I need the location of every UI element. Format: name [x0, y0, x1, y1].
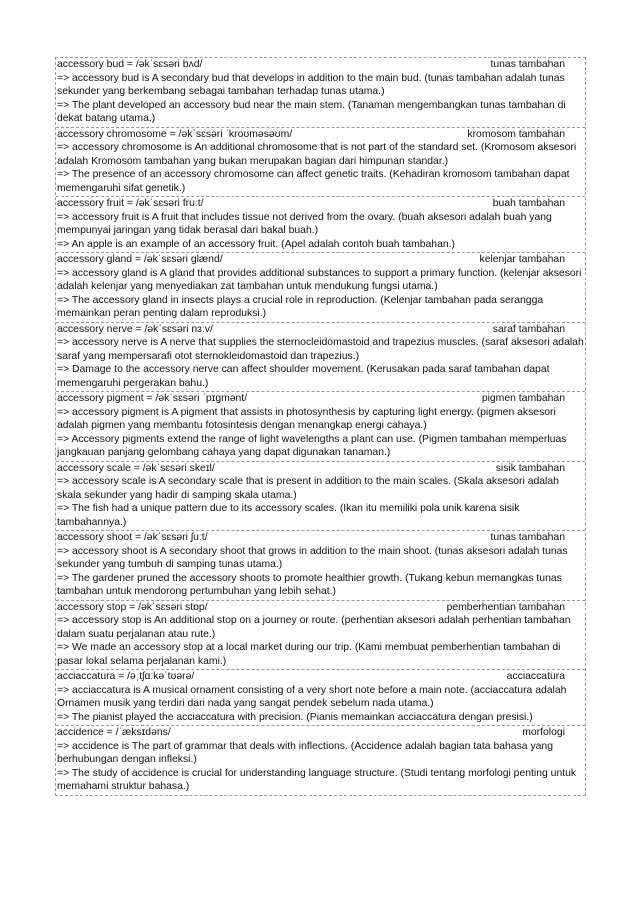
- entry-header: [57, 462, 585, 476]
- entry-definition: => accessory chromosome is An additional chromosome that is not part of the standard set. (Kromosom aksesori adalah Kromosom tambahan yang bukan merupakan bagian dari himpunan standar.): [57, 142, 577, 167]
- entry-example: => The accessory gland in insects plays a crucial role in reproduction. (Kelenjar tambahan pada serangga memainkan peran penting dalam reproduksi.): [57, 294, 544, 319]
- entry-translation: tunas tambahan: [490, 59, 565, 70]
- entry-headword: accessory scale = /əkˈsɛsəri skeɪl/: [57, 462, 215, 474]
- entry-headword: accessory pigment = /əkˈsɛsəri ˈpɪgmənt/: [57, 393, 248, 404]
- entry-example: => The fish had a unique pattern due to its accessory scales. (Ikan itu memiliki pola unik karena sisik tambahannya.): [57, 503, 520, 528]
- entry-example: => The study of accidence is crucial for understanding language structure. (Studi tentang morfologi penting untuk memahami struktur bahasa.): [57, 767, 577, 792]
- entry-translation: kromosom tambahan: [467, 128, 565, 140]
- entry-header: [57, 253, 585, 267]
- glossary-entry: [56, 323, 585, 393]
- entry-headword: accessory fruit = /əkˈsɛsəri fruːt/: [57, 198, 204, 209]
- entry-header: [57, 197, 585, 211]
- entry-example: => Damage to the accessory nerve can affect shoulder movement. (Kerusakan pada saraf tambahan dapat memengaruhi pergerakan bahu.): [57, 364, 550, 389]
- entry-headword: accessory stop = /əkˈsɛsəri stɒp/: [57, 601, 208, 613]
- entry-header: [57, 128, 585, 142]
- glossary-entry: [56, 253, 585, 323]
- entry-headword: accessory chromosome = /əkˈsɛsəri ˈkroʊməsəʊm/: [57, 128, 293, 140]
- entry-header: [57, 323, 585, 337]
- glossary-entry: [56, 197, 585, 253]
- entry-headword: accessory gland = /əkˈsɛsəri glænd/: [57, 254, 223, 265]
- entry-translation: pemberhentian tambahan: [446, 601, 565, 613]
- entry-header: [57, 531, 585, 545]
- entry-headword: accessory bud = /əkˈsɛsəri bʌd/: [57, 59, 203, 70]
- entry-example: => The gardener pruned the accessory shoots to promote healthier growth. (Tukang kebun memangkas tunas tambahan untuk mendorong pertumbuhan yang lebih sehat.): [57, 572, 562, 597]
- entry-headword: acciaccatura = /əˌtʃɑːkəˈtʊərə/: [57, 671, 195, 682]
- entry-definition: => accidence is The part of grammar that deals with inflections. (Accidence adalah bagian tata bahasa yang berhubungan dengan infleksi.): [57, 740, 553, 765]
- glossary-entry: [56, 670, 585, 726]
- glossary-entry: [56, 462, 585, 532]
- entry-translation: pigmen tambahan: [481, 393, 565, 404]
- entry-definition: => accessory stop is An additional stop on a journey or route. (perhentian aksesori adalah perhentian tambahan dalam suatu perjalanan atau rute.): [57, 615, 571, 640]
- glossary-entry: [56, 128, 585, 198]
- entry-translation: buah tambahan: [492, 198, 565, 209]
- entry-example: => The presence of an accessory chromosome can affect genetic traits. (Kehadiran kromosom tambahan dapat memengaruhi sifat genetik.): [57, 169, 570, 194]
- entry-definition: => accessory bud is A secondary bud that develops in addition to the main bud. (tunas tambahan adalah tunas sekunder yang berkembang sebagai tambahan terhadap tunas utama.): [57, 72, 565, 97]
- entry-translation: saraf tambahan: [492, 323, 565, 335]
- entry-example: => The plant developed an accessory bud near the main stem. (Tanaman mengembangkan tunas tambahan di dekat batang utama.): [57, 99, 566, 124]
- entry-definition: => accessory pigment is A pigment that assists in photosynthesis by capturing light energy. (pigmen aksesori adalah pigmen yang membantu fotosintesis dengan menangkap energi cahaya.): [57, 406, 556, 431]
- entry-header: [57, 601, 585, 615]
- glossary-list: [55, 57, 586, 796]
- glossary-entry: [56, 601, 585, 671]
- entry-translation: kelenjar tambahan: [479, 254, 565, 265]
- entry-translation: tunas tambahan: [490, 532, 565, 543]
- glossary-entry: [56, 392, 585, 462]
- entry-example: => Accessory pigments extend the range of light wavelengths a plant can use. (Pigmen tambahan memperluas jangkauan panjang gelombang cahaya yang dapat digunakan tanaman.): [57, 433, 567, 458]
- entry-definition: => accessory nerve is A nerve that supplies the sternocleidomastoid and trapezius muscles. (saraf aksesori adalah saraf yang mempersarafi otot sternokleidomastoid dan trapezius.): [57, 337, 584, 362]
- entry-example: => An apple is an example of an accessory fruit. (Apel adalah contoh buah tambahan.): [57, 238, 455, 250]
- entry-definition: => accessory fruit is A fruit that includes tissue not derived from the ovary. (buah aksesori adalah buah yang mempunyai jaringan yang tidak berasal dari bakal buah.): [57, 211, 552, 236]
- entry-header: [57, 392, 585, 406]
- entry-translation: morfologi: [522, 727, 565, 738]
- entry-headword: accidence = /ˈæksɪdəns/: [57, 727, 171, 738]
- entry-translation: sisik tambahan: [495, 462, 565, 474]
- entry-example: => The pianist played the acciaccatura with precision. (Pianis memainkan acciaccatura dengan presisi.): [57, 711, 533, 723]
- glossary-entry: [56, 531, 585, 601]
- entry-header: [57, 726, 585, 740]
- glossary-entry: [56, 58, 585, 128]
- entry-definition: => accessory shoot is A secondary shoot that grows in addition to the main shoot. (tunas aksesori adalah tunas sekunder yang tumbuh di samping tunas utama.): [57, 545, 568, 570]
- glossary-entry: [56, 726, 585, 795]
- entry-example: => We made an accessory stop at a local market during our trip. (Kami membuat pemberhentian tambahan di pasar lokal selama perjalanan kami.): [57, 642, 561, 667]
- entry-definition: => accessory gland is A gland that provides additional substances to support a primary function. (kelenjar aksesori adalah kelenjar yang menyediakan zat tambahan untuk mendukung fungsi utama.): [57, 267, 582, 292]
- entry-header: [57, 58, 585, 72]
- entry-definition: => accessory scale is A secondary scale that is present in addition to the main scales. (Skala aksesori adalah skala sekunder yang hadir di samping skala utama.): [57, 476, 559, 501]
- entry-header: [57, 670, 585, 684]
- entry-headword: accessory nerve = /əkˈsɛsəri nɜːv/: [57, 323, 213, 335]
- entry-translation: acciaccatura: [506, 671, 565, 682]
- entry-definition: => acciaccatura is A musical ornament consisting of a very short note before a main note. (acciaccatura adalah Ornamen musik yang terdiri dari nada yang sangat pendek sebelum nada utama.): [57, 684, 567, 709]
- entry-headword: accessory shoot = /əkˈsɛsəri ʃuːt/: [57, 532, 208, 543]
